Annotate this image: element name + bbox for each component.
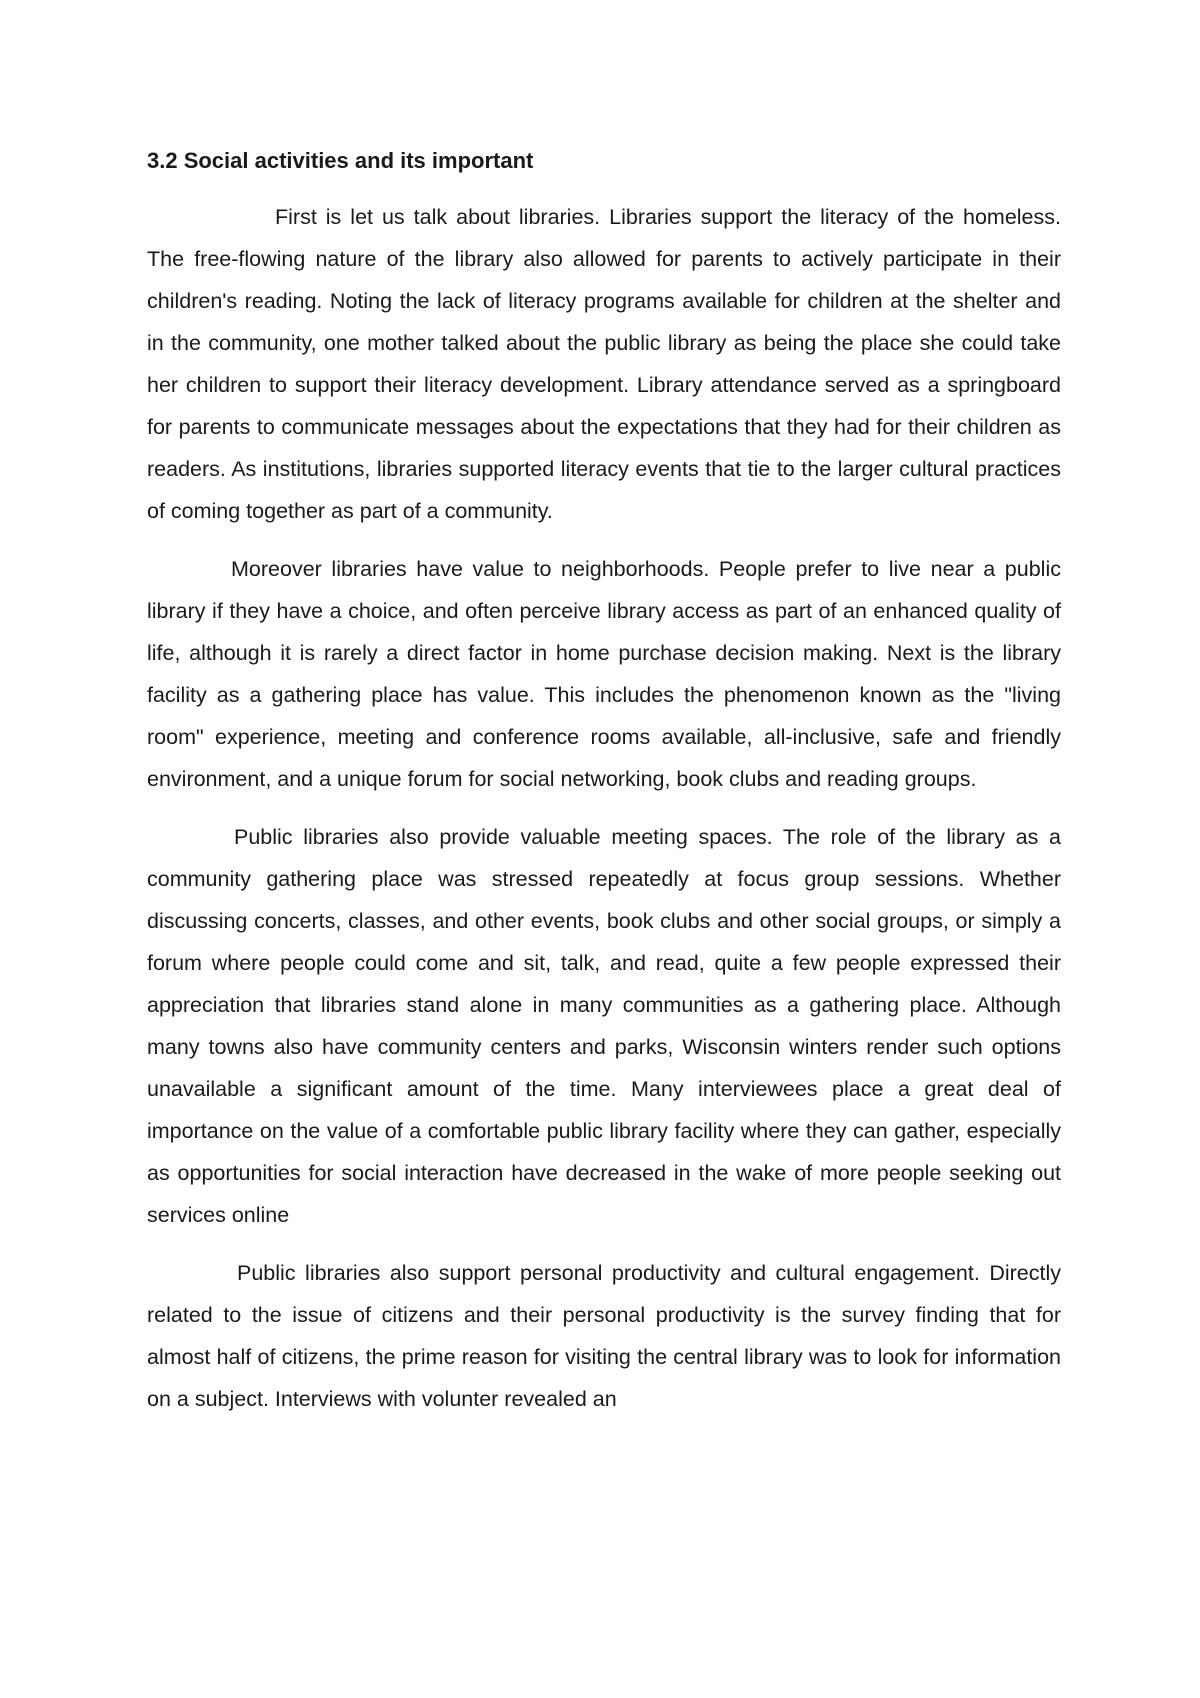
paragraph-productivity: Public libraries also support personal productivity and cultural engagement. Directly related to the issue of citizens and their personal productivity is the survey finding that for almost half of citizens, the prime reason for visiting the central library was to look for information on a subject. Interviews with volunter revealed an bbox=[147, 1261, 1061, 1411]
section-heading: 3.2 Social activities and its important bbox=[147, 148, 534, 173]
document-body bbox=[147, 140, 1061, 1436]
paragraph-libraries-literacy: First is let us talk about libraries. Libraries support the literacy of the homeless. The free-flowing nature of the library also allowed for parents to actively participate in their children's reading. Noting the lack of literacy programs available for children at the shelter and in the community, one mother talked about the public library as being the place she could take her children to support their literacy development. Library attendance served as a springboard for parents to communicate messages about the expectations that they had for their children as readers. As institutions, libraries supported literacy events that tie to the larger cultural practices of coming together as part of a community. bbox=[147, 205, 1061, 523]
paragraph-neighborhood-value: Moreover libraries have value to neighborhoods. People prefer to live near a public library if they have a choice, and often perceive library access as part of an enhanced quality of life, although it is rarely a direct factor in home purchase decision making. Next is the library facility as a gathering place has value. This includes the phenomenon known as the "living room" experience, meeting and conference rooms available, all-inclusive, safe and friendly environment, and a unique forum for social networking, book clubs and reading groups. bbox=[147, 557, 1061, 791]
paragraph-meeting-spaces: Public libraries also provide valuable meeting spaces. The role of the library as a community gathering place was stressed repeatedly at focus group sessions. Whether discussing concerts, classes, and other events, book clubs and other social groups, or simply a forum where people could come and sit, talk, and read, quite a few people expressed their appreciation that libraries stand alone in many communities as a gathering place. Although many towns also have community centers and parks, Wisconsin winters render such options unavailable a significant amount of the time. Many interviewees place a great deal of importance on the value of a comfortable public library facility where they can gather, especially as opportunities for social interaction have decreased in the wake of more people seeking out services online bbox=[147, 825, 1061, 1227]
